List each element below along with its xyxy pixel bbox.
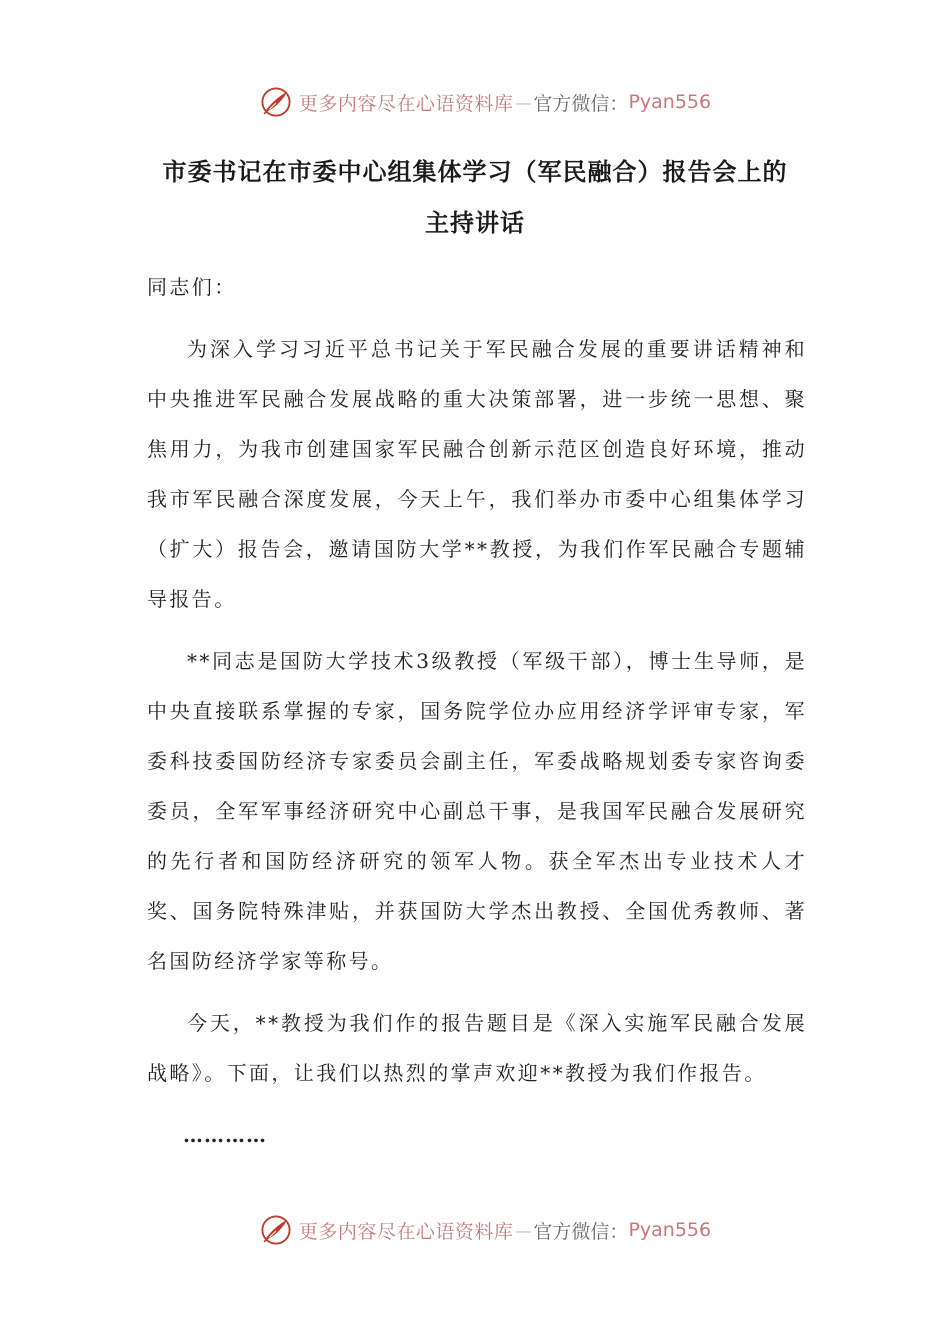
header-wechat-id: Pyan556 bbox=[628, 91, 712, 113]
body-paragraph-2: **同志是国防大学技术3级教授（军级干部），博士生导师，是中央直接联系掌握的专家，国务院学位办应用经济学评审专家，军委科技委国防经济专家委员会副主任，军委战略规划委专家咨询委委员，全军军事经济研究中心副总干事，是我国军民融合发展研究的先行者和国防经济研究的领军人物。获全军杰出专业技术人才奖、国务院特殊津贴，并获国防大学杰出教授、全国优秀教师、著名国防经济学家等称号。 bbox=[147, 649, 807, 973]
footer-banner-content bbox=[259, 1213, 711, 1247]
document-title-line-1: 市委书记在市委中心组集体学习（军民融合）报告会上的 bbox=[162, 158, 788, 186]
header-wechat-label: 官方微信： bbox=[533, 92, 629, 115]
document-title-line-2: 主持讲话 bbox=[425, 209, 525, 237]
header-banner bbox=[0, 82, 950, 122]
footer-wechat-label: 官方微信： bbox=[533, 1220, 629, 1243]
footer-banner bbox=[0, 1210, 950, 1250]
header-banner-text: 更多内容尽在心语资料库 bbox=[298, 92, 514, 115]
quill-logo-icon bbox=[259, 1213, 293, 1247]
body-paragraph-3: 今天，**教授为我们作的报告题目是《深入实施军民融合发展战略》。下面，让我们以热烈的掌声欢迎**教授为我们作报告。 bbox=[147, 1011, 807, 1085]
footer-banner-dash: — bbox=[515, 1220, 532, 1240]
header-banner-content bbox=[259, 85, 711, 119]
quill-logo-icon bbox=[259, 85, 293, 119]
footer-banner-text: 更多内容尽在心语资料库 bbox=[298, 1220, 514, 1243]
document-body bbox=[147, 262, 807, 1160]
footer-wechat-id: Pyan556 bbox=[628, 1219, 712, 1241]
salutation: 同志们： bbox=[147, 275, 237, 299]
header-banner-dash: — bbox=[515, 92, 532, 112]
body-paragraph-1: 为深入学习习近平总书记关于军民融合发展的重要讲话精神和中央推进军民融合发展战略的重大决策部署，进一步统一思想、聚焦用力，为我市创建国家军民融合创新示范区创造良好环境，推动我市军民融合深度发展，今天上午，我们举办市委中心组集体学习（扩大）报告会，邀请国防大学**教授，为我们作军民融合专题辅导报告。 bbox=[147, 337, 807, 611]
ellipsis: ………… bbox=[183, 1123, 267, 1147]
